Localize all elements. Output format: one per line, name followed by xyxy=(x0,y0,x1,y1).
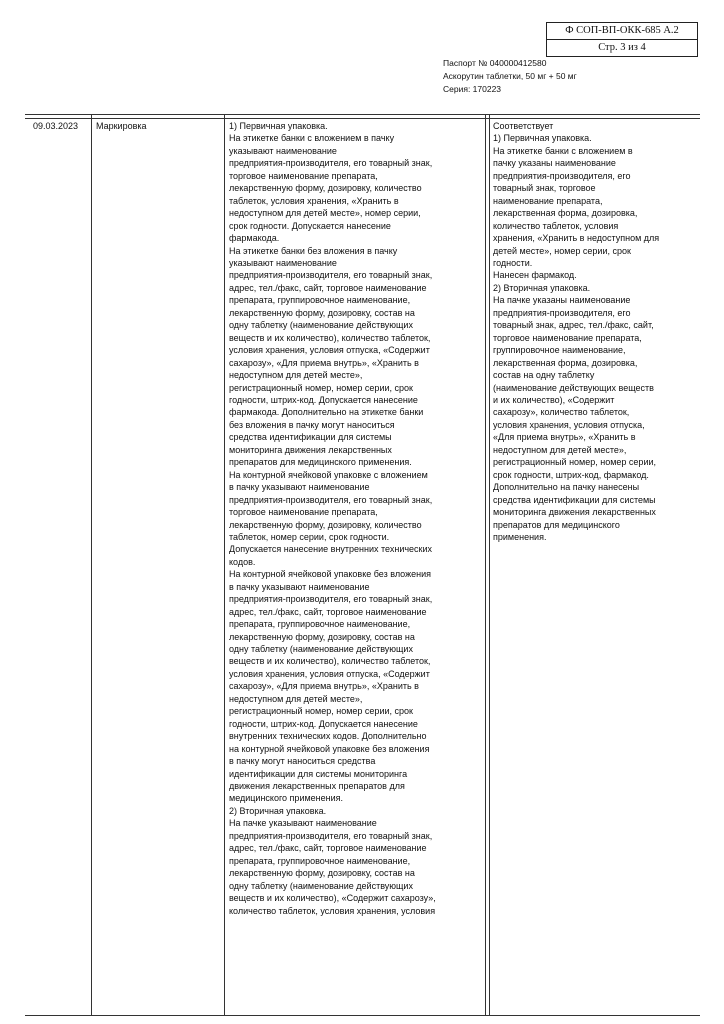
results-table xyxy=(25,114,700,1016)
passport-block xyxy=(443,57,577,96)
page-number: Стр. 3 из 4 xyxy=(547,39,697,56)
product-name: Аскорутин таблетки, 50 мг + 50 мг xyxy=(443,71,577,81)
column-divider xyxy=(224,115,225,1015)
column-divider xyxy=(485,115,486,1015)
form-code-box xyxy=(546,22,698,57)
column-divider xyxy=(91,115,92,1015)
column-divider xyxy=(489,115,490,1015)
requirement-text: 1) Первичная упаковка. На этикетке банки с вложением в пачку указывают наименование предприятия-производителя, его товарный знак, торговое наименование препарата, лекарственную форму, дозировку, количество таблеток, условия хранения, «Хранить в недоступном для детей месте», номер серии, срок годности. Допускается нанесение фармакода. На этикетке банки без вложения в пачку указывают наименование предприятия-производителя, его товарный знак, адрес, тел./факс, сайт, торговое наименование препарата, группировочное наименование, лекарственную форму, дозировку, состав на одну таблетку (наименование действующих веществ и их количество), количество таблеток, условия хранения, условия отпуска, «Содержит сахарозу», «Для приема внутрь», «Хранить в недоступном для детей месте», регистрационный номер, номер серии, срок годности, штрих-код. Допускается нанесение фармакода. Дополнительно на этикетке банки без вложения в пачку могут наноситься средства идентификации для системы мониторинга движения лекарственных препаратов для медицинского применения. На контурной ячейковой упаковке с вложением в пачку указывают наименование предприятия-производителя, его товарный знак, торговое наименование препарата, лекарственную форму, дозировку, количество таблеток, номер серии, срок годности. Допускается нанесение внутренних технических кодов. На контурной ячейковой упаковке без вложения в пачку указывают наименование предприятия-производителя, его товарный знак, адрес, тел./факс, сайт, торговое наименование препарата, группировочное наименование, лекарственную форму, дозировку, состав на одну таблетку (наименование действующих веществ и их количество), количество таблеток, условия хранения, условия отпуска, «Содержит сахарозу», «Для приема внутрь», «Хранить в недоступном для детей месте», регистрационный номер, номер серии, срок годности, штрих-код. Допускается нанесение внутренних технических кодов. Дополнительно на контурной ячейковой упаковке без вложения в пачку могут наноситься средства идентификации для системы мониторинга движения лекарственных препаратов для медицинского применения. 2) Вторичная упаковка. На пачке указывают наименование предприятия-производителя, его товарный знак, адрес, тел./факс, сайт, торговое наименование препарата, группировочное наименование, лекарственную форму, дозировку, состав на одну таблетку (наименование действующих веществ и их количество), «Содержит сахарозу», количество таблеток, условия хранения, условия xyxy=(229,121,436,916)
result-text: Соответствует 1) Первичная упаковка. На этикетке банки с вложением в пачку указаны наименование предприятия-производителя, его товарный знак, торговое наименование препарата, лекарственная форма, дозировка, количество таблеток, условия хранения, «Хранить в недоступном для детей месте», номер серии, срок годности. Нанесен фармакод. 2) Вторичная упаковка. На пачке указаны наименование предприятия-производителя, его товарный знак, адрес, тел./факс, сайт, торговое наименование препарата, группировочное наименование, лекарственная форма, дозировка, состав на одну таблетку (наименование действующих веществ и их количество), «Содержит сахарозу», количество таблеток, условия хранения, условия отпуска, «Для приема внутрь», «Хранить в недоступном для детей месте», регистрационный номер, номер серии, срок годности, штрих-код, фармакод. Дополнительно на пачку нанесены средства идентификации для системы мониторинга движения лекарственных препаратов для медицинского применения. xyxy=(493,121,660,542)
form-code: Ф СОП-ВП-ОКК-685 А.2 xyxy=(565,25,679,36)
passport-number: Паспорт № 040000412580 xyxy=(443,58,547,68)
test-parameter: Маркировка xyxy=(96,121,147,131)
test-date: 09.03.2023 xyxy=(33,121,79,131)
series-number: Серия: 170223 xyxy=(443,84,502,94)
